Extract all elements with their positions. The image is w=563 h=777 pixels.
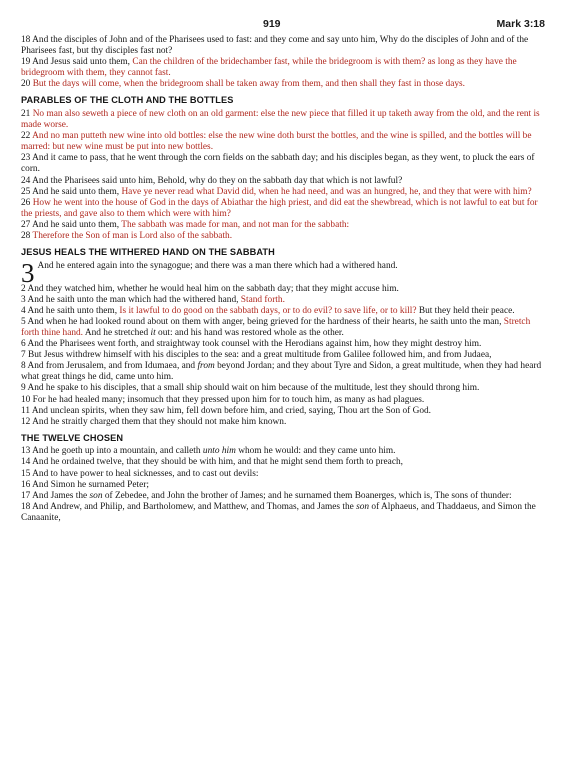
- verse-text: And he entered again into the synagogue; and there was a man there which had a withered hand.: [37, 260, 398, 271]
- words-of-jesus: The sabbath was made for man, and not man for the sabbath:: [121, 219, 350, 230]
- verse: [21, 176, 549, 187]
- verse-text: 25 And he said unto them,: [21, 186, 122, 197]
- verse: [21, 284, 549, 295]
- verse-text: 19 And Jesus said unto them,: [21, 57, 133, 68]
- verse-text: But they held their peace.: [416, 305, 515, 316]
- verse: [21, 350, 549, 361]
- section-heading: PARABLES OF THE CLOTH AND THE BOTTLES: [21, 95, 234, 106]
- verse-text: son: [356, 501, 370, 512]
- verse: [21, 317, 549, 339]
- verse-text: 16 And Simon he surnamed Peter;: [21, 479, 149, 490]
- verse: [21, 57, 549, 79]
- verse: [21, 395, 549, 406]
- verse-text: 26: [21, 197, 33, 208]
- verse: [21, 491, 549, 502]
- verse-text: of Zebedee, and John the brother of James; and he surnamed them Boanerges, which is, The sons of thunder:: [102, 490, 512, 501]
- verse: [21, 306, 549, 317]
- verse-text: 27 And he said unto them,: [21, 219, 122, 230]
- verse-text: out: and his hand was restored whole as the other.: [155, 327, 344, 338]
- words-of-jesus: Stand forth.: [240, 294, 285, 305]
- chapter-opening-verse: [21, 257, 549, 288]
- verse-text: 20: [21, 79, 33, 90]
- verse: [21, 339, 549, 350]
- verse-text: 6 And the Pharisees went forth, and straightway took counsel with the Herodians against him, how they might destroy him.: [21, 339, 482, 350]
- verse-text: 2 And they watched him, whether he would heal him on the sabbath day; that they might accuse him.: [21, 283, 399, 294]
- verse-text: 22: [21, 131, 33, 142]
- verse: [21, 480, 549, 491]
- verse-text: 3 And he saith unto the man which had the withered hand,: [21, 294, 241, 305]
- verse: [21, 131, 549, 153]
- verse-text: of Alphaeus, and Thaddaeus, and Simon the Canaanite,: [21, 501, 536, 523]
- words-of-jesus: And no man putteth new wine into old bottles: else the new wine doth burst the bottles, and the wine is spilled, and the bottles will be marred: but new wine must be put into new bottles.: [21, 131, 532, 153]
- verse-text: 21: [21, 108, 33, 119]
- verse-text: 10 For he had healed many; insomuch that they pressed upon him for to touch him, as many as had plagues.: [21, 394, 425, 405]
- words-of-jesus: Therefore the Son of man is Lord also of the sabbath.: [32, 231, 233, 241]
- verse-text: beyond Jordan; and they about Tyre and Sidon, a great multitude, when they had heard what great things he did, came unto him.: [21, 361, 542, 383]
- verse-text: 15 And to have power to heal sicknesses, and to cast out devils:: [21, 468, 259, 479]
- verse-text: from: [197, 361, 215, 372]
- verse-text: 7 But Jesus withdrew himself with his disciples to the sea: and a great multitude from Galilee followed him, and from Judaea,: [21, 350, 492, 361]
- verse-text: 23 And it came to pass, that he went through the corn fields on the sabbath day; and his disciples began, as they went, to pluck the ears of corn.: [21, 153, 535, 175]
- verse-text: 4 And he saith unto them,: [21, 305, 120, 316]
- words-of-jesus: But the days will come, when the bridegroom shall be taken away from them, and then shall they fast in those days.: [32, 79, 465, 90]
- verse-text: unto him: [202, 446, 236, 457]
- verse: [21, 153, 549, 175]
- section-heading: THE TWELVE CHOSEN: [21, 432, 124, 443]
- page-number: 919: [263, 18, 281, 30]
- verse: [21, 446, 549, 457]
- verse: [21, 187, 549, 198]
- verse-text: whom he would: and they came unto him.: [235, 446, 396, 457]
- verse-text: 9 And he spake to his disciples, that a small ship should wait on him because of the multitude, lest they should throng him.: [21, 383, 480, 394]
- verse: [21, 457, 549, 468]
- verse: [21, 383, 549, 394]
- verse: [21, 502, 549, 524]
- verse: [21, 469, 549, 480]
- verse: [21, 361, 549, 383]
- verse-text: 14 And he ordained twelve, that they should be with him, and that he might send them forth to preach,: [21, 457, 403, 468]
- verse-text: 18 And the disciples of John and of the Pharisees used to fast: and they come and say unto him, Why do the disciples of John and of the Pharisees fast, but thy disciples fast not?: [21, 35, 529, 57]
- words-of-jesus: How he went into the house of God in the days of Abiathar the high priest, and did eat the shewbread, which is not lawful to eat but for the priests, and gave also to them which were with him?: [21, 197, 538, 219]
- verse-text: son: [89, 490, 103, 501]
- words-of-jesus: Have ye never read what David did, when he had need, and was an hungred, he, and they that were with him?: [121, 186, 532, 197]
- verse-text: 17 And James the: [21, 490, 90, 501]
- verse: [21, 79, 549, 90]
- words-of-jesus: Stretch forth thine hand.: [21, 316, 531, 338]
- verse-text: 5 And when he had looked round about on them with anger, being grieved for the hardness of their hearts, he saith unto the man,: [21, 316, 504, 327]
- verse: [21, 198, 549, 220]
- verse-text: 8 And from Jerusalem, and from Idumaea, and: [21, 361, 198, 372]
- chapter-number: 3: [21, 257, 35, 288]
- verse-text: it: [150, 327, 156, 338]
- verse-text: 12 And he straitly charged them that they should not make him known.: [21, 416, 287, 427]
- verse: [21, 35, 549, 57]
- verse: [21, 417, 549, 428]
- verse-text: 24 And the Pharisees said unto him, Behold, why do they on the sabbath day that which is not lawful?: [21, 175, 403, 186]
- section-heading: JESUS HEALS THE WITHERED HAND ON THE SABBATH: [21, 247, 275, 258]
- verse: [21, 220, 549, 231]
- words-of-jesus: Is it lawful to do good on the sabbath days, or to do evil? to save life, or to kill?: [119, 305, 417, 316]
- verse-text: 13 And he goeth up into a mountain, and calleth: [21, 446, 203, 457]
- verse-text: 11 And unclean spirits, when they saw him, fell down before him, and cried, saying, Thou art the Son of God.: [21, 405, 432, 416]
- verse-text: 28: [21, 231, 33, 241]
- verse: [21, 231, 549, 242]
- verse: [21, 109, 549, 131]
- running-header: [21, 18, 549, 35]
- chapter-verse-reference: Mark 3:18: [496, 18, 545, 30]
- words-of-jesus: Can the children of the bridechamber fast, while the bridegroom is with them? as long as they have the bridegroom with them, they cannot fast.: [21, 57, 517, 79]
- scripture-text: [21, 35, 549, 524]
- verse: [21, 406, 549, 417]
- words-of-jesus: No man also seweth a piece of new cloth on an old garment: else the new piece that filled it up taketh away from the old, and the rent is made worse.: [21, 108, 540, 131]
- verse-text: And he stretched: [83, 327, 151, 338]
- verse: [21, 295, 549, 306]
- verse-text: 18 And Andrew, and Philip, and Bartholomew, and Matthew, and Thomas, and James the: [21, 501, 357, 512]
